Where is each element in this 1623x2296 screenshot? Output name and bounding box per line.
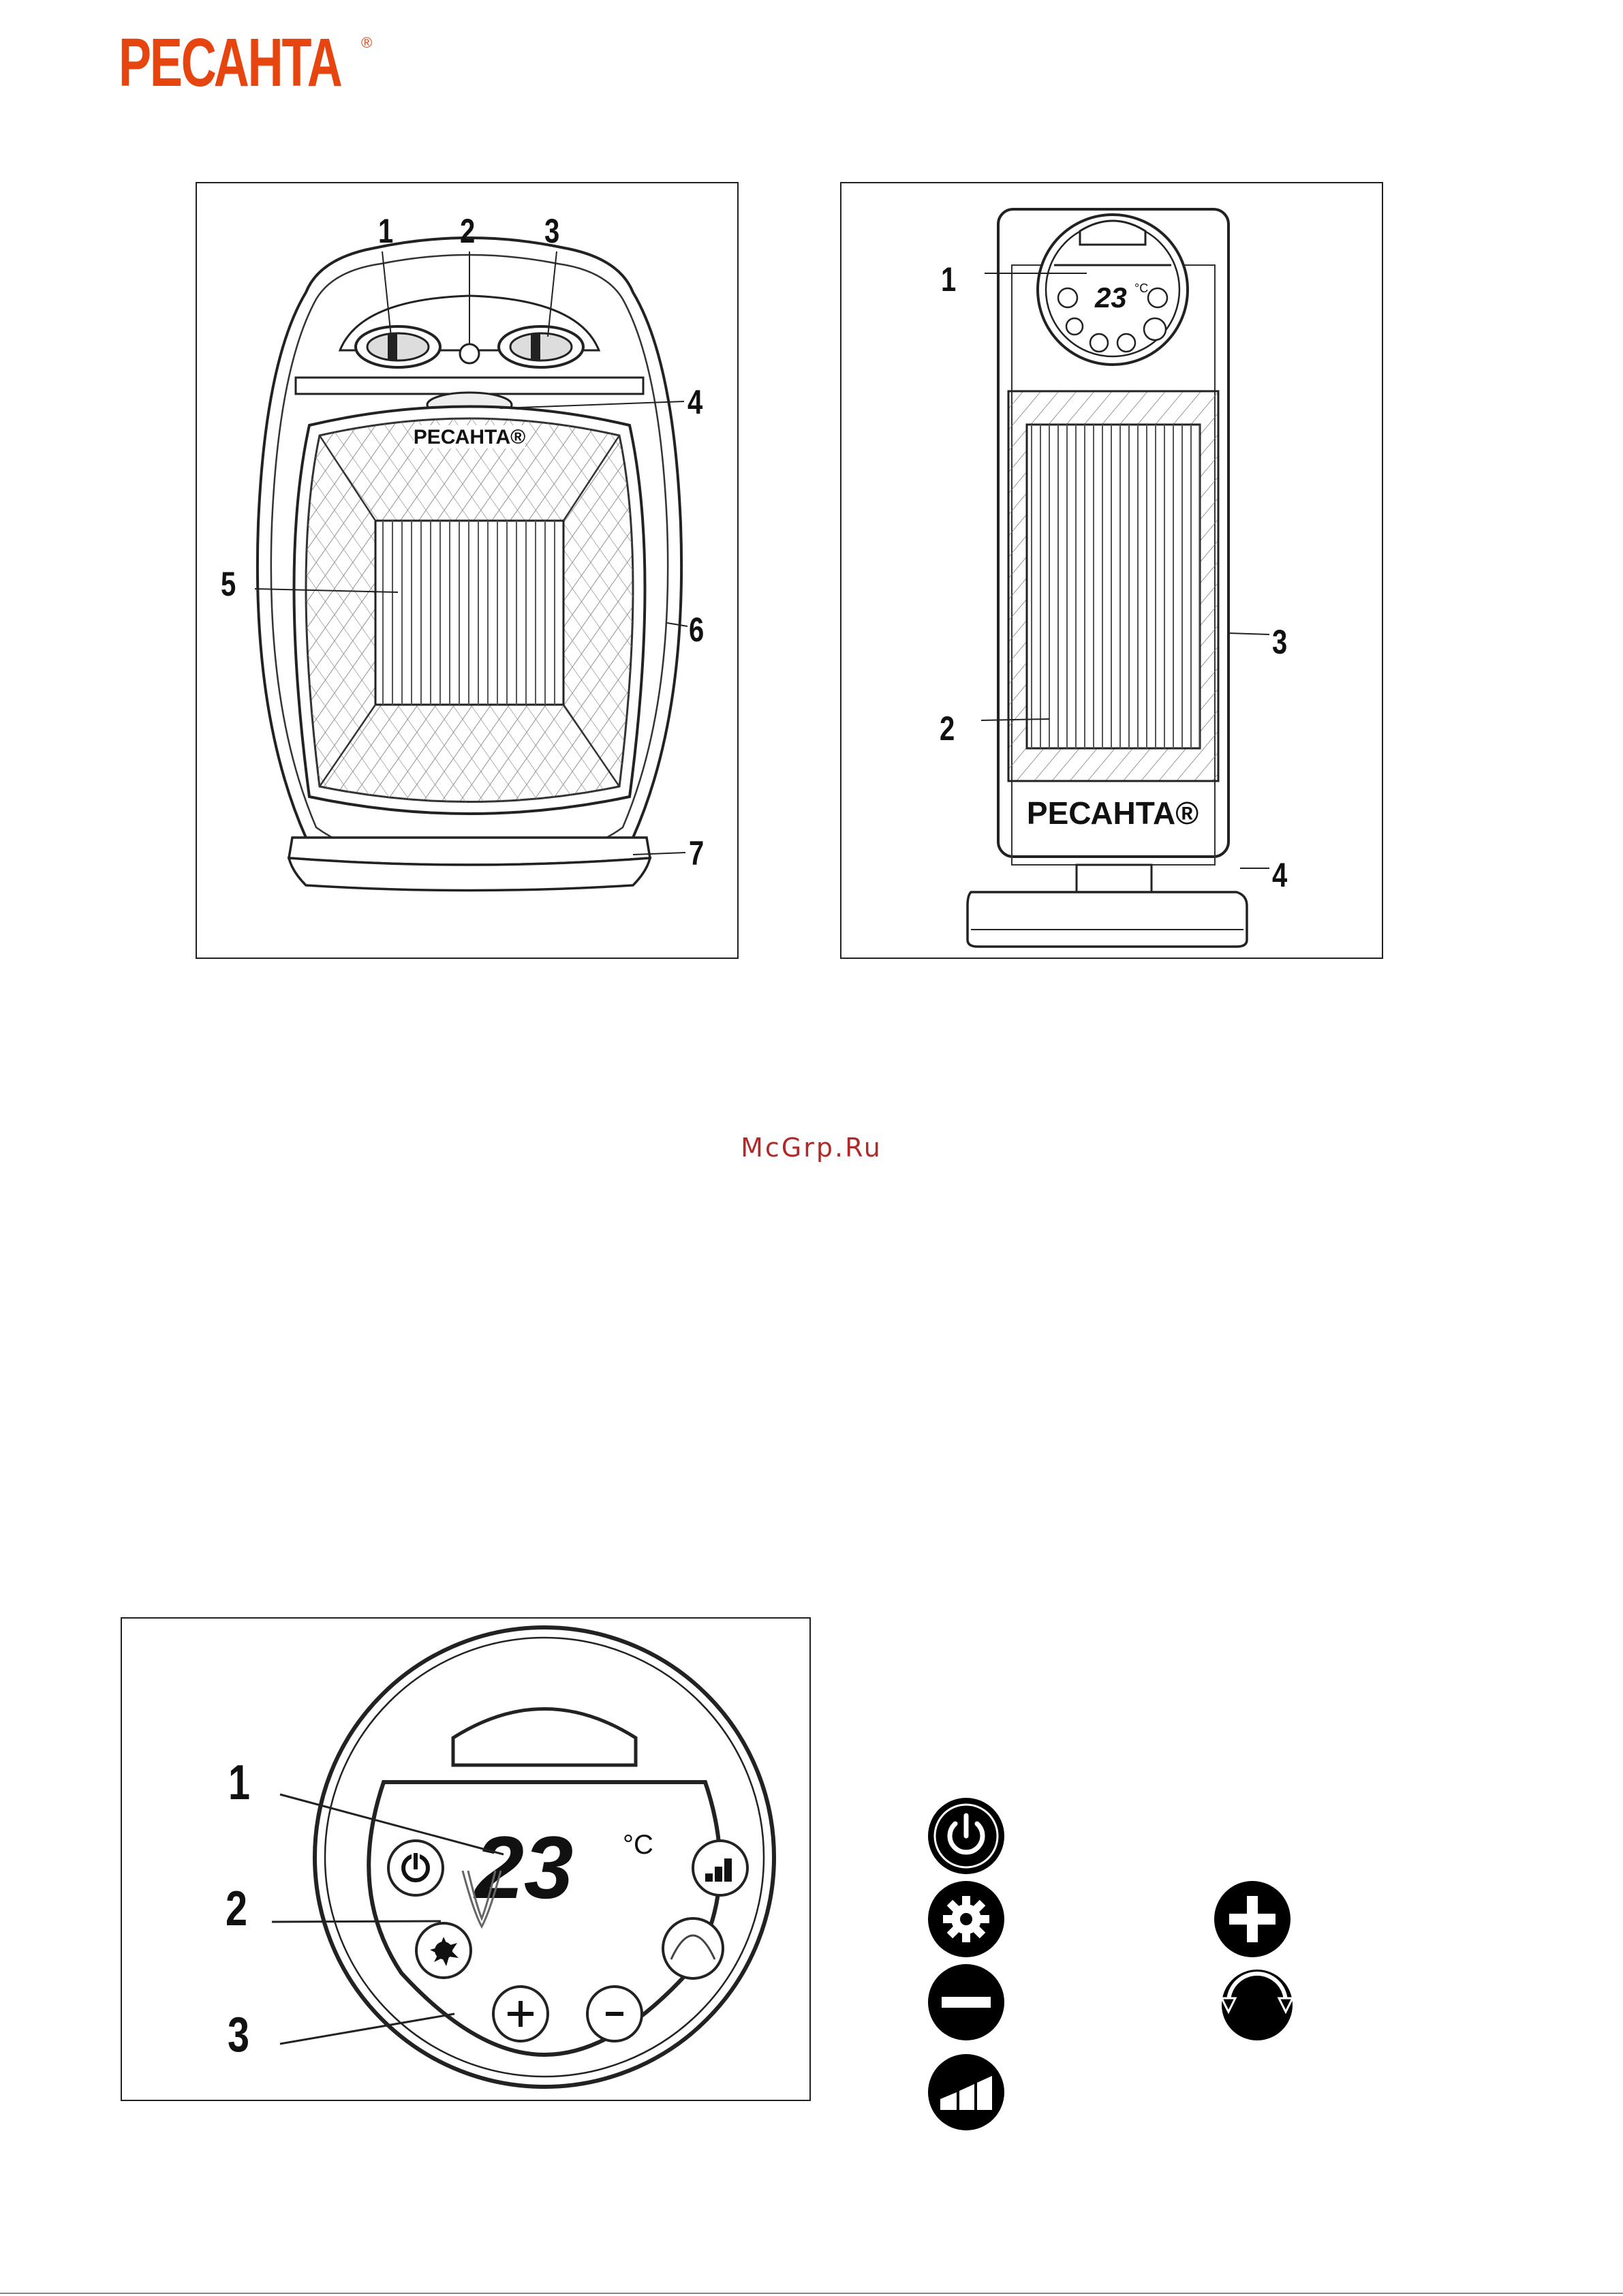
figure-3-box [121, 1617, 811, 2101]
figure-3-display-temp: 23 [474, 1818, 574, 1917]
figure-2-box [840, 182, 1383, 959]
brand-logo: РЕСАНТА [119, 25, 341, 101]
figure-1-callout-5: 5 [221, 565, 236, 603]
figure-2-device-logo: РЕСАНТА® [1026, 795, 1199, 831]
minus-icon [927, 1963, 1006, 2045]
figure-3-callout-2: 2 [226, 1882, 248, 1936]
figure-2-callout-3: 3 [1272, 623, 1288, 661]
power-icon [927, 1796, 1006, 1879]
figure-3-display-unit: °C [623, 1830, 653, 1860]
gear-icon [927, 1880, 1006, 1962]
figure-1-box [196, 182, 739, 959]
figure-1-callout-2: 2 [460, 212, 476, 250]
figure-2-display-unit: °C [1134, 281, 1149, 295]
figure-2-drawing [841, 183, 1385, 960]
figure-1-callout-4: 4 [687, 383, 703, 421]
page-bottom-edge [0, 2293, 1623, 2294]
figure-1-device-logo: РЕСАНТА® [413, 426, 526, 448]
figure-1-drawing [197, 183, 740, 960]
level-icon [927, 2053, 1006, 2135]
figure-1-callout-3: 3 [544, 212, 560, 250]
figure-1-callout-1: 1 [378, 212, 394, 250]
figure-2-display-temp: 23 [1095, 281, 1127, 313]
plus-icon [1213, 1880, 1292, 1962]
figure-3-callout-1: 1 [228, 1756, 251, 1810]
figure-2-callout-4: 4 [1272, 856, 1288, 894]
figure-3-drawing [122, 1619, 812, 2102]
watermark: McGrp.Ru [741, 1133, 882, 1163]
oscillation-icon [1216, 1963, 1298, 2045]
brand-registered-mark: ® [361, 34, 373, 51]
figure-1-callout-7: 7 [689, 834, 705, 872]
figure-2-callout-2: 2 [940, 709, 955, 748]
figure-3-callout-3: 3 [228, 2008, 250, 2062]
figure-2-callout-1: 1 [941, 260, 957, 299]
figure-1-callout-6: 6 [689, 611, 705, 649]
